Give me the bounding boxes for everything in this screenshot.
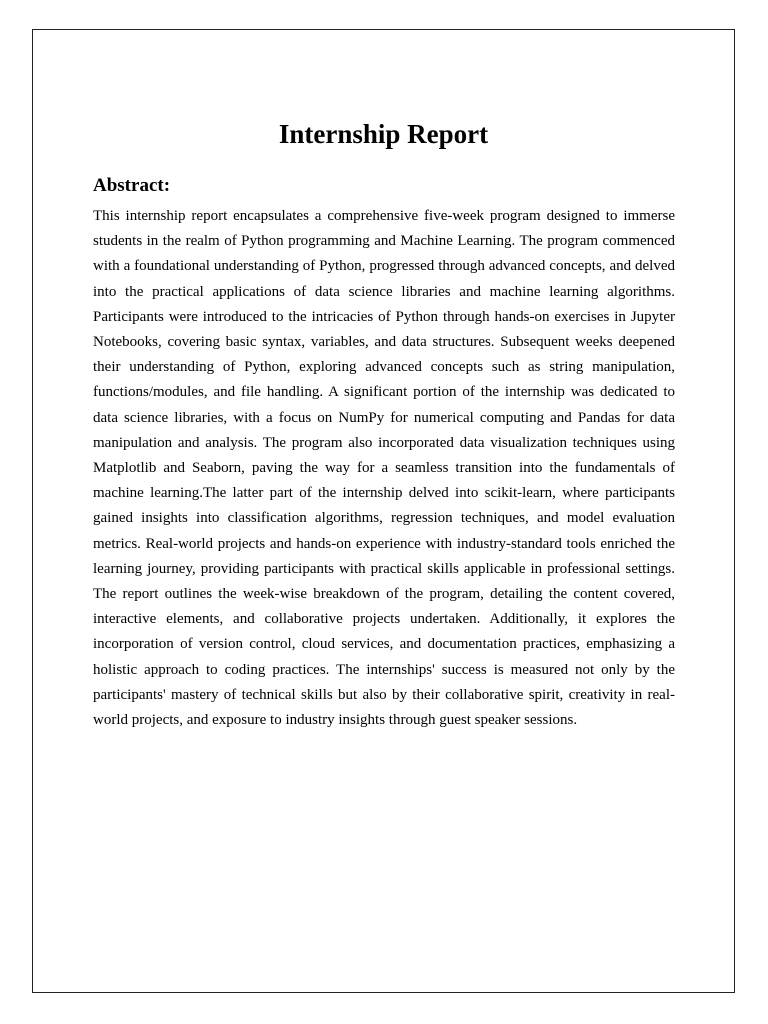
abstract-paragraph: This internship report encapsulates a comprehensive five-week program designed to immerse students in the realm of Python programming and Machine Learning. The program commenced with a foundational understanding of Python, progressed through advanced concepts, and delved into the practical applications of data science libraries and machine learning algorithms. Participants were introduced to the intricacies of Python through hands-on exercises in Jupyter Notebooks, covering basic syntax, variables, and data structures. Subsequent weeks deepened their understanding of Python, exploring advanced concepts such as string manipulation, functions/modules, and file handling. A significant portion of the internship was dedicated to data science libraries, with a focus on NumPy for numerical computing and Pandas for data manipulation and analysis. The program also incorporated data visualization techniques using Matplotlib and Seaborn, paving the way for a seamless transition into the fundamentals of machine learning.The latter part of the internship delved into scikit-learn, where participants gained insights into classification algorithms, regression techniques, and model evaluation metrics. Real-world projects and hands-on experience with industry-standard tools enriched the learning journey, providing participants with practical skills applicable in professional settings. The report outlines the week-wise breakdown of the program, detailing the content covered, interactive elements, and collaborative projects undertaken. Additionally, it explores the incorporation of version control, cloud services, and documentation practices, emphasizing a holistic approach to coding practices. The internships' success is measured not only by the participants' mastery of technical skills but also by their collaborative spirit, creativity in real-world projects, and exposure to industry insights through guest speaker sessions. <box>93 208 675 729</box>
abstract-heading: Abstract: <box>93 175 171 196</box>
document-page <box>32 29 735 993</box>
document-title: Internship Report <box>278 119 489 149</box>
